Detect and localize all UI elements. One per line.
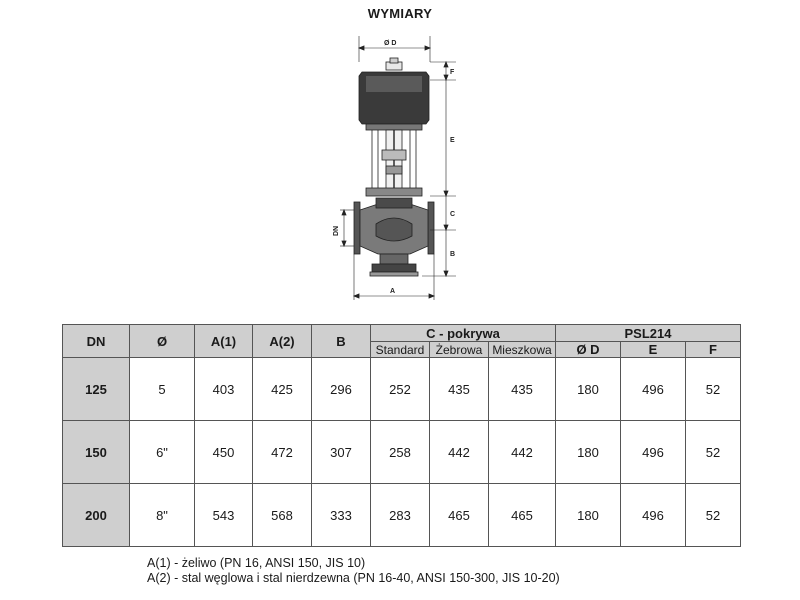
cell-dn: 200 xyxy=(63,484,130,547)
cell-dn: 125 xyxy=(63,358,130,421)
header-c-standard: Standard xyxy=(371,342,430,358)
cell-phi: 6" xyxy=(130,421,195,484)
cell-psl-e: 496 xyxy=(621,484,686,547)
header-c-zebrowa: Żebrowa xyxy=(430,342,489,358)
cell-c-zebrowa: 465 xyxy=(430,484,489,547)
cell-a1: 543 xyxy=(195,484,253,547)
cell-psl-f: 52 xyxy=(686,358,741,421)
dim-label-f: F xyxy=(450,69,455,76)
table-row xyxy=(63,358,741,421)
table-row xyxy=(63,484,741,547)
cell-psl-f: 52 xyxy=(686,484,741,547)
dim-label-d: Ø D xyxy=(384,40,397,47)
note-a1: A(1) - żeliwo (PN 16, ANSI 150, JIS 10) xyxy=(147,556,366,570)
cell-c-mieszkowa: 442 xyxy=(489,421,556,484)
cell-a2: 472 xyxy=(253,421,312,484)
cell-phi: 8" xyxy=(130,484,195,547)
cell-c-standard: 258 xyxy=(371,421,430,484)
dimensions-table xyxy=(62,324,741,547)
cell-c-zebrowa: 435 xyxy=(430,358,489,421)
valve-actuator-drawing xyxy=(326,32,476,304)
table-header-row xyxy=(63,325,741,342)
header-psl-f: F xyxy=(686,342,741,358)
header-psl214: PSL214 xyxy=(556,325,741,342)
header-dn: DN xyxy=(63,325,130,358)
cell-psl-d: 180 xyxy=(556,421,621,484)
cell-c-mieszkowa: 465 xyxy=(489,484,556,547)
cell-dn: 150 xyxy=(63,421,130,484)
cell-b: 333 xyxy=(312,484,371,547)
header-a2: A(2) xyxy=(253,325,312,358)
cell-c-standard: 283 xyxy=(371,484,430,547)
cell-psl-f: 52 xyxy=(686,421,741,484)
note-a2: A(2) - stal węglowa i stal nierdzewna (PN 16-40, ANSI 150-300, JIS 10-20) xyxy=(147,571,560,585)
cell-psl-d: 180 xyxy=(556,484,621,547)
page-title: WYMIARY xyxy=(367,6,433,21)
cell-phi: 5 xyxy=(130,358,195,421)
cell-b: 296 xyxy=(312,358,371,421)
cell-a2: 425 xyxy=(253,358,312,421)
dim-label-a: A xyxy=(390,288,396,295)
table-row xyxy=(63,421,741,484)
header-c-pokrywa: C - pokrywa xyxy=(371,325,556,342)
cell-psl-d: 180 xyxy=(556,358,621,421)
dim-label-e: E xyxy=(450,137,455,144)
header-c-mieszkowa: Mieszkowa xyxy=(489,342,556,358)
cell-c-zebrowa: 442 xyxy=(430,421,489,484)
cell-c-mieszkowa: 435 xyxy=(489,358,556,421)
cell-psl-e: 496 xyxy=(621,421,686,484)
header-psl-e: E xyxy=(621,342,686,358)
header-psl-d: Ø D xyxy=(556,342,621,358)
cell-c-standard: 252 xyxy=(371,358,430,421)
cell-b: 307 xyxy=(312,421,371,484)
dim-label-c: C xyxy=(450,211,456,218)
header-phi: Ø xyxy=(130,325,195,358)
header-a1: A(1) xyxy=(195,325,253,358)
table-notes xyxy=(147,556,560,586)
dim-label-b: B xyxy=(450,251,456,258)
dim-label-dn: DN xyxy=(333,225,340,236)
header-b: B xyxy=(312,325,371,358)
cell-a1: 450 xyxy=(195,421,253,484)
cell-a1: 403 xyxy=(195,358,253,421)
cell-a2: 568 xyxy=(253,484,312,547)
cell-psl-e: 496 xyxy=(621,358,686,421)
